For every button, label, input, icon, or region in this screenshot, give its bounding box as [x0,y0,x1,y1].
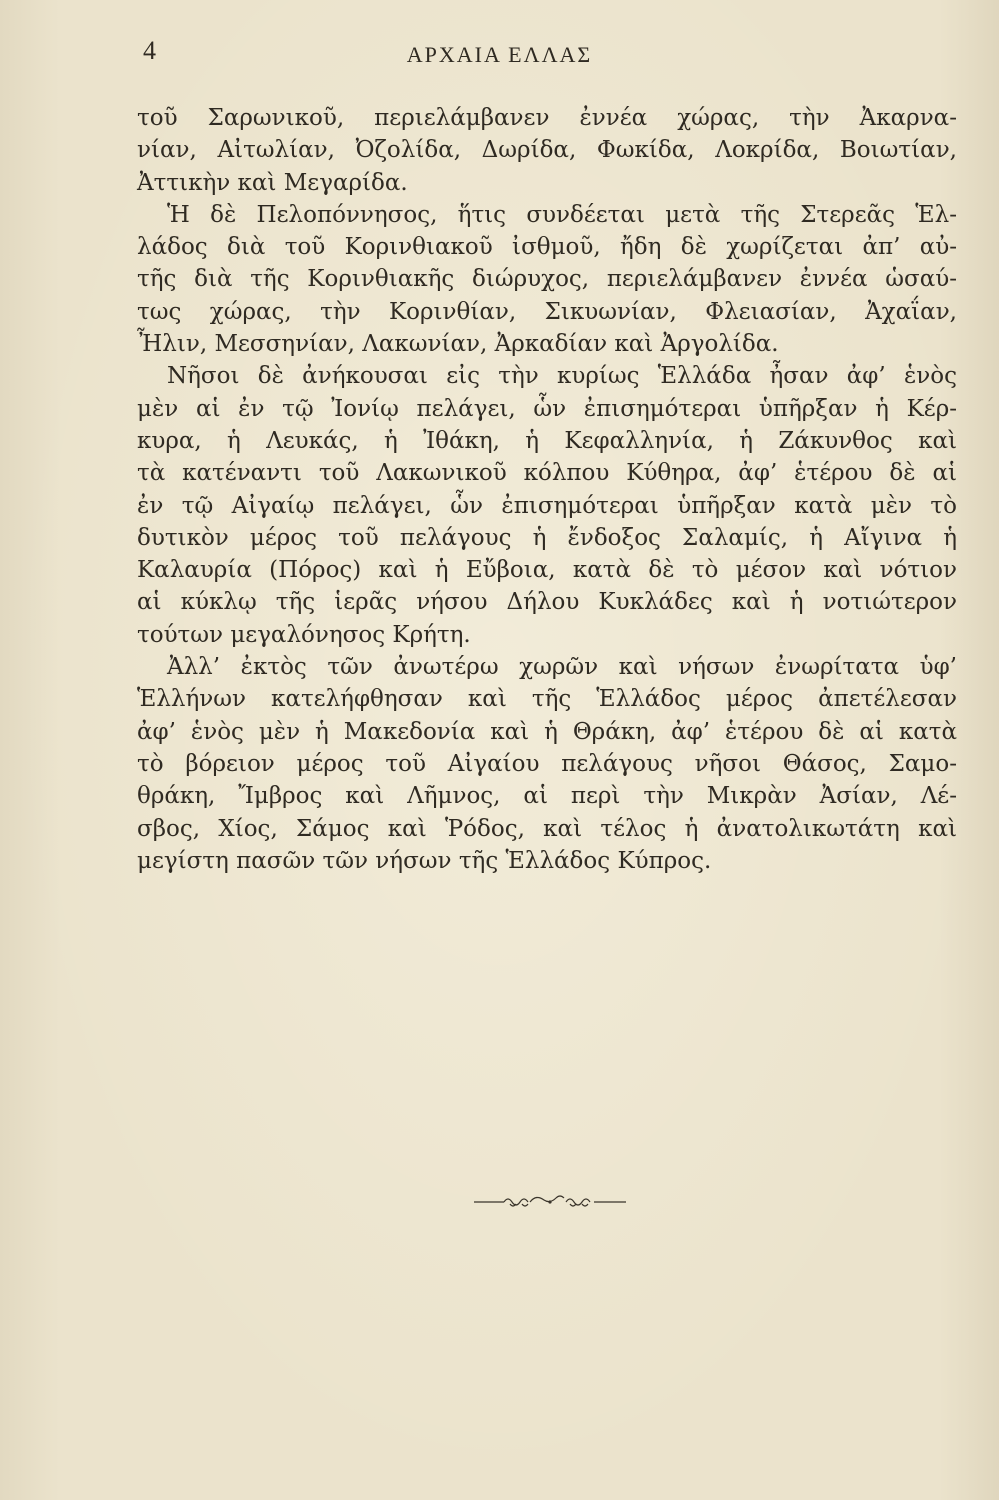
text-line: τοῦ Σαρωνικοῦ, περιελάμβανεν ἐννέα χώρας, τὴν Ἀκαρνα- [137,105,957,131]
text-line: ἀφ’ ἑνὸς μὲν ἡ Μακεδονία καὶ ἡ Θράκη, ἀφ’ ἑτέρου δὲ αἱ κατὰ [137,718,957,745]
text-line: λάδος διὰ τοῦ Κορινθιακοῦ ἰσθμοῦ, ἤδη δὲ χωρίζεται ἀπ’ αὐ- [137,234,957,261]
text-line: μεγίστη πασῶν τῶν νήσων τῆς Ἑλλάδος Κύπρος. [137,847,712,874]
text-line: τούτων μεγαλόνησος Κρήτη. [137,621,471,648]
text-line: θράκη, Ἴμβρος καὶ Λῆμνος, αἱ περὶ τὴν Μικρὰν Ἀσίαν, Λέ- [137,783,957,810]
text-line: τῆς διὰ τῆς Κορινθιακῆς διώρυχος, περιελάμβανεν ἐννέα ὡσαύ- [137,266,957,293]
text-line: τως χώρας, τὴν Κορινθίαν, Σικυωνίαν, Φλειασίαν, Ἀχαΐαν, [137,298,957,325]
text-line: ἐν τῷ Αἰγαίῳ πελάγει, ὧν ἐπισημότεραι ὑπῆρξαν κατὰ μὲν τὸ [137,492,957,519]
text-line: τὸ βόρειον μέρος τοῦ Αἰγαίου πελάγους νῆσοι Θάσος, Σαμο- [137,750,957,777]
text-line: Ἑλλήνων κατελήφθησαν καὶ τῆς Ἑλλάδος μέρος ἀπετέλεσαν [137,686,957,713]
text-line: νίαν, Αἰτωλίαν, Ὀζολίδα, Δωρίδα, Φωκίδα, Λοκρίδα, Βοιωτίαν, [137,137,957,164]
text-line: αἱ κύκλῳ τῆς ἱερᾶς νήσου Δήλου Κυκλάδες καὶ ἡ νοτιώτερον [137,589,957,616]
running-title: ΑΡΧΑΙΑ ΕΛΛΑΣ [406,42,593,67]
text-line: Ἦλιν, Μεσσηνίαν, Λακωνίαν, Ἀρκαδίαν καὶ Ἀργολίδα. [137,331,779,358]
text-line: Ἡ δὲ Πελοπόννησος, ἥτις συνδέεται μετὰ τῆς Στερεᾶς Ἑλ- [167,201,957,228]
text-line: τὰ κατέναντι τοῦ Λακωνικοῦ κόλπου Κύθηρα, ἀφ’ ἑτέρου δὲ αἱ [137,460,957,487]
text-line: μὲν αἱ ἐν τῷ Ἰονίῳ πελάγει, ὧν ἐπισημότεραι ὑπῆρξαν ἡ Κέρ- [137,395,957,422]
text-line: Καλαυρία (Πόρος) καὶ ἡ Εὔβοια, κατὰ δὲ τὸ μέσον καὶ νότιον [137,557,957,584]
text-line: Ἀλλ’ ἐκτὸς τῶν ἀνωτέρω χωρῶν καὶ νήσων ἐνωρίτατα ὑφ’ [167,654,957,681]
vignette-ornament-icon [470,1192,630,1212]
text-line: κυρα, ἡ Λευκάς, ἡ Ἰθάκη, ἡ Κεφαλληνία, ἡ Ζάκυνθος καὶ [137,427,957,454]
page-number: 4 [143,36,156,65]
body-text [137,102,957,877]
text-line: σβος, Χίος, Σάμος καὶ Ῥόδος, καὶ τέλος ἡ ἀνατολικωτάτη καὶ [137,815,957,842]
text-line: Ἀττικὴν καὶ Μεγαρίδα. [137,169,408,196]
text-line: δυτικὸν μέρος τοῦ πελάγους ἡ ἔνδοξος Σαλαμίς, ἡ Αἴγινα ἡ [137,524,957,551]
text-line: Νῆσοι δὲ ἀνήκουσαι εἰς τὴν κυρίως Ἑλλάδα ἦσαν ἀφ’ ἑνὸς [167,363,957,390]
